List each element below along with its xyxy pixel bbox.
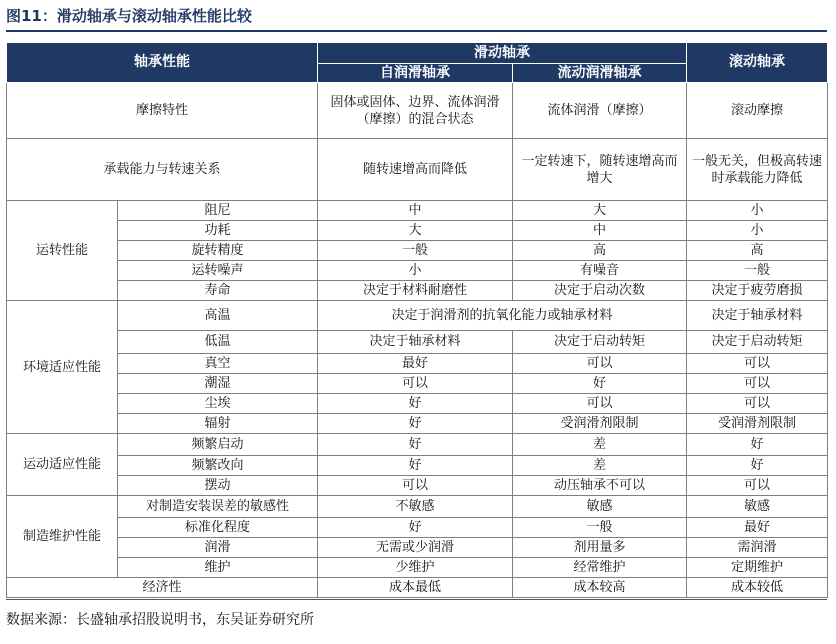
row-name: 摆动 (118, 475, 318, 495)
table-row (7, 433, 828, 455)
row-self: 大 (318, 221, 513, 241)
row-fluid: 决定于启动转矩 (513, 331, 687, 353)
row-name: 低温 (118, 331, 318, 353)
row-fluid: 大 (513, 201, 687, 221)
row-fluid: 可以 (513, 353, 687, 373)
row-fluid: 差 (513, 455, 687, 475)
row-name: 辐射 (118, 413, 318, 433)
row-rolling: 敏感 (687, 495, 828, 517)
row-rolling: 好 (687, 455, 828, 475)
row-self: 好 (318, 433, 513, 455)
friction-rolling: 滚动摩擦 (687, 83, 828, 139)
load-speed-fluid: 一定转速下，随转速增高而增大 (513, 139, 687, 201)
row-self: 少维护 (318, 557, 513, 577)
row-fluid: 可以 (513, 393, 687, 413)
row-self: 小 (318, 261, 513, 281)
row-fluid: 中 (513, 221, 687, 241)
table-row (7, 475, 828, 495)
table-row (7, 393, 828, 413)
friction-label: 摩擦特性 (7, 83, 318, 139)
row-self: 好 (318, 455, 513, 475)
table-row (7, 201, 828, 221)
row-rolling: 可以 (687, 475, 828, 495)
row-self: 无需或少润滑 (318, 537, 513, 557)
header-rolling: 滚动轴承 (687, 43, 828, 83)
header-row-1 (7, 43, 828, 64)
row-rolling: 一般 (687, 261, 828, 281)
row-self: 好 (318, 413, 513, 433)
motion-category: 运动适应性能 (7, 433, 118, 495)
load-speed-self: 随转速增高而降低 (318, 139, 513, 201)
economy-self: 成本最低 (318, 577, 513, 597)
row-name: 寿命 (118, 281, 318, 301)
row-name: 尘埃 (118, 393, 318, 413)
friction-self: 固体或固体、边界、流体润滑（摩擦）的混合状态 (318, 83, 513, 139)
table-row (7, 261, 828, 281)
table-row (7, 517, 828, 537)
friction-fluid: 流体润滑（摩擦） (513, 83, 687, 139)
table-row (7, 495, 828, 517)
row-self: 一般 (318, 241, 513, 261)
row-name: 运转噪声 (118, 261, 318, 281)
header-fluid-lubricating: 流动润滑轴承 (513, 64, 687, 83)
row-fluid: 一般 (513, 517, 687, 537)
header-performance: 轴承性能 (7, 43, 318, 83)
row-self: 最好 (318, 353, 513, 373)
table-row (7, 331, 828, 353)
row-rolling: 最好 (687, 517, 828, 537)
row-name: 阻尼 (118, 201, 318, 221)
row-fluid: 决定于启动次数 (513, 281, 687, 301)
row-name: 维护 (118, 557, 318, 577)
table-row (7, 281, 828, 301)
row-name: 高温 (118, 301, 318, 331)
row-rolling: 受润滑剂限制 (687, 413, 828, 433)
row-self: 好 (318, 393, 513, 413)
row-fluid: 差 (513, 433, 687, 455)
row-fluid: 好 (513, 373, 687, 393)
table-row (7, 221, 828, 241)
manufacturing-category: 制造维护性能 (7, 495, 118, 577)
row-self: 中 (318, 201, 513, 221)
row-self: 决定于材料耐磨性 (318, 281, 513, 301)
economy-row (7, 577, 828, 597)
row-rolling: 决定于启动转矩 (687, 331, 828, 353)
row-name: 对制造安装误差的敏感性 (118, 495, 318, 517)
row-fluid: 经常维护 (513, 557, 687, 577)
row-sliding-merged: 决定于润滑剂的抗氧化能力或轴承材料 (318, 301, 687, 331)
economy-fluid: 成本较高 (513, 577, 687, 597)
row-self: 决定于轴承材料 (318, 331, 513, 353)
table-row (7, 373, 828, 393)
table-row (7, 241, 828, 261)
row-name: 真空 (118, 353, 318, 373)
row-rolling: 小 (687, 221, 828, 241)
row-fluid: 动压轴承不可以 (513, 475, 687, 495)
row-rolling: 可以 (687, 353, 828, 373)
row-rolling: 可以 (687, 393, 828, 413)
operation-category: 运转性能 (7, 201, 118, 301)
row-rolling: 决定于疲劳磨损 (687, 281, 828, 301)
row-rolling: 好 (687, 433, 828, 455)
load-speed-label: 承载能力与转速关系 (7, 139, 318, 201)
row-rolling: 决定于轴承材料 (687, 301, 828, 331)
row-name: 润滑 (118, 537, 318, 557)
row-name: 标准化程度 (118, 517, 318, 537)
table-row (7, 301, 828, 331)
row-rolling: 小 (687, 201, 828, 221)
comparison-table (6, 42, 828, 598)
table-row (7, 557, 828, 577)
economy-rolling: 成本较低 (687, 577, 828, 597)
environment-category: 环境适应性能 (7, 301, 118, 433)
load-speed-row (7, 139, 828, 201)
row-name: 频繁启动 (118, 433, 318, 455)
row-rolling: 定期维护 (687, 557, 828, 577)
header-self-lubricating: 自润滑轴承 (318, 64, 513, 83)
row-fluid: 高 (513, 241, 687, 261)
table-row (7, 413, 828, 433)
source-rule (6, 599, 827, 600)
row-self: 可以 (318, 475, 513, 495)
row-fluid: 剂用量多 (513, 537, 687, 557)
title-rule (6, 30, 827, 32)
header-sliding: 滑动轴承 (318, 43, 687, 64)
row-name: 潮湿 (118, 373, 318, 393)
friction-row (7, 83, 828, 139)
table-row (7, 537, 828, 557)
source-note: 数据来源：长盛轴承招股说明书，东吴证券研究所 (6, 612, 314, 628)
row-fluid: 敏感 (513, 495, 687, 517)
table-row (7, 455, 828, 475)
row-name: 频繁改向 (118, 455, 318, 475)
row-self: 可以 (318, 373, 513, 393)
row-fluid: 受润滑剂限制 (513, 413, 687, 433)
load-speed-rolling: 一般无关，但极高转速时承载能力降低 (687, 139, 828, 201)
figure-title: 图11：滑动轴承与滚动轴承性能比较 (6, 7, 252, 25)
row-self: 不敏感 (318, 495, 513, 517)
row-rolling: 高 (687, 241, 828, 261)
table-row (7, 353, 828, 373)
row-rolling: 需润滑 (687, 537, 828, 557)
row-rolling: 可以 (687, 373, 828, 393)
row-name: 旋转精度 (118, 241, 318, 261)
row-name: 功耗 (118, 221, 318, 241)
row-self: 好 (318, 517, 513, 537)
row-fluid: 有噪音 (513, 261, 687, 281)
economy-label: 经济性 (7, 577, 318, 597)
